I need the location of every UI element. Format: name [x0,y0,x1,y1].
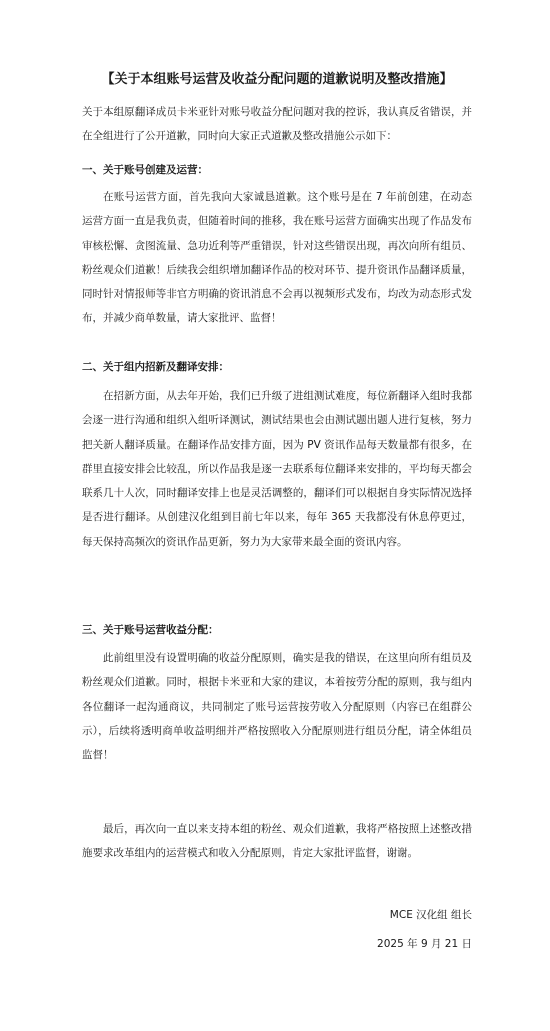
section-1-heading: 一、关于账号创建及运营： [82,164,208,176]
intro-paragraph: 关于本组原翻译成员卡米亚针对账号收益分配问题对我的控诉，我认真反省错误，并在全组进行了公开道歉，同时向大家正式道歉及整改措施公示如下： [82,106,472,143]
closing-paragraph: 最后，再次向一直以来支持本组的粉丝、观众们道歉，我将严格按照上述整改措施要求改革组内的运营模式和收入分配原则，肯定大家批评监督，谢谢。 [82,823,472,860]
section-3-body: 此前组里没有设置明确的收益分配原则，确实是我的错误，在这里向所有组员及粉丝观众们道歉。同时，根据卡米亚和大家的建议，本着按劳分配的原则，我与组内各位翻译一起沟通商议，共同制定了账号运营按劳收入分配原则（内容已在组群公示），后续将透明商单收益明细并严格按照收入分配原则进行组员分配，请全体组员监督！ [82,652,472,762]
section-2-body: 在招新方面，从去年开始，我们已升级了进组测试难度，每位新翻译入组时我都会逐一进行沟通和组织入组听译测试，测试结果也会由测试题出题人进行复核，努力把关新人翻译质量。在翻译作品安排方面，因为 PV 资讯作品每天数量都有很多，在群里直接安排会比较乱，所以作品我是逐一去联系每位翻译来安排的，平均每天都会联系几十人次，同时翻译安排上也是灵活调整的，翻译们可以根据自身实际情况选择是否进行翻译。从创建汉化组到目前七年以来，每年 365 天我都没有休息停更过，每天保持高频次的资讯作品更新，努力为大家带来最全面的资讯内容。 [82,390,472,548]
section-2-heading: 二、关于组内招新及翻译安排： [82,361,229,373]
section-1-body: 在账号运营方面，首先我向大家诚恳道歉。这个账号是在 7 年前创建，在动态运营方面一直是我负责，但随着时间的推移，我在账号运营方面确实出现了作品发布审核松懈、贪图流量、急功近利等严重错误，针对这些错误出现，再次向所有组员、粉丝观众们道歉！后续我会组织增加翻译作品的校对环节、提升资讯作品翻译质量，同时针对情报师等非官方明确的资讯消息不会再以视频形式发布，均改为动态形式发布，并减少商单数量，请大家批评、监督！ [82,191,472,325]
section-3-heading: 三、关于账号运营收益分配： [82,624,219,636]
signature: MCE 汉化组 组长 [389,909,472,921]
document-title: 【关于本组账号运营及收益分配问题的道歉说明及整改措施】 [101,72,453,87]
signature-date: 2025 年 9 月 21 日 [377,938,472,950]
